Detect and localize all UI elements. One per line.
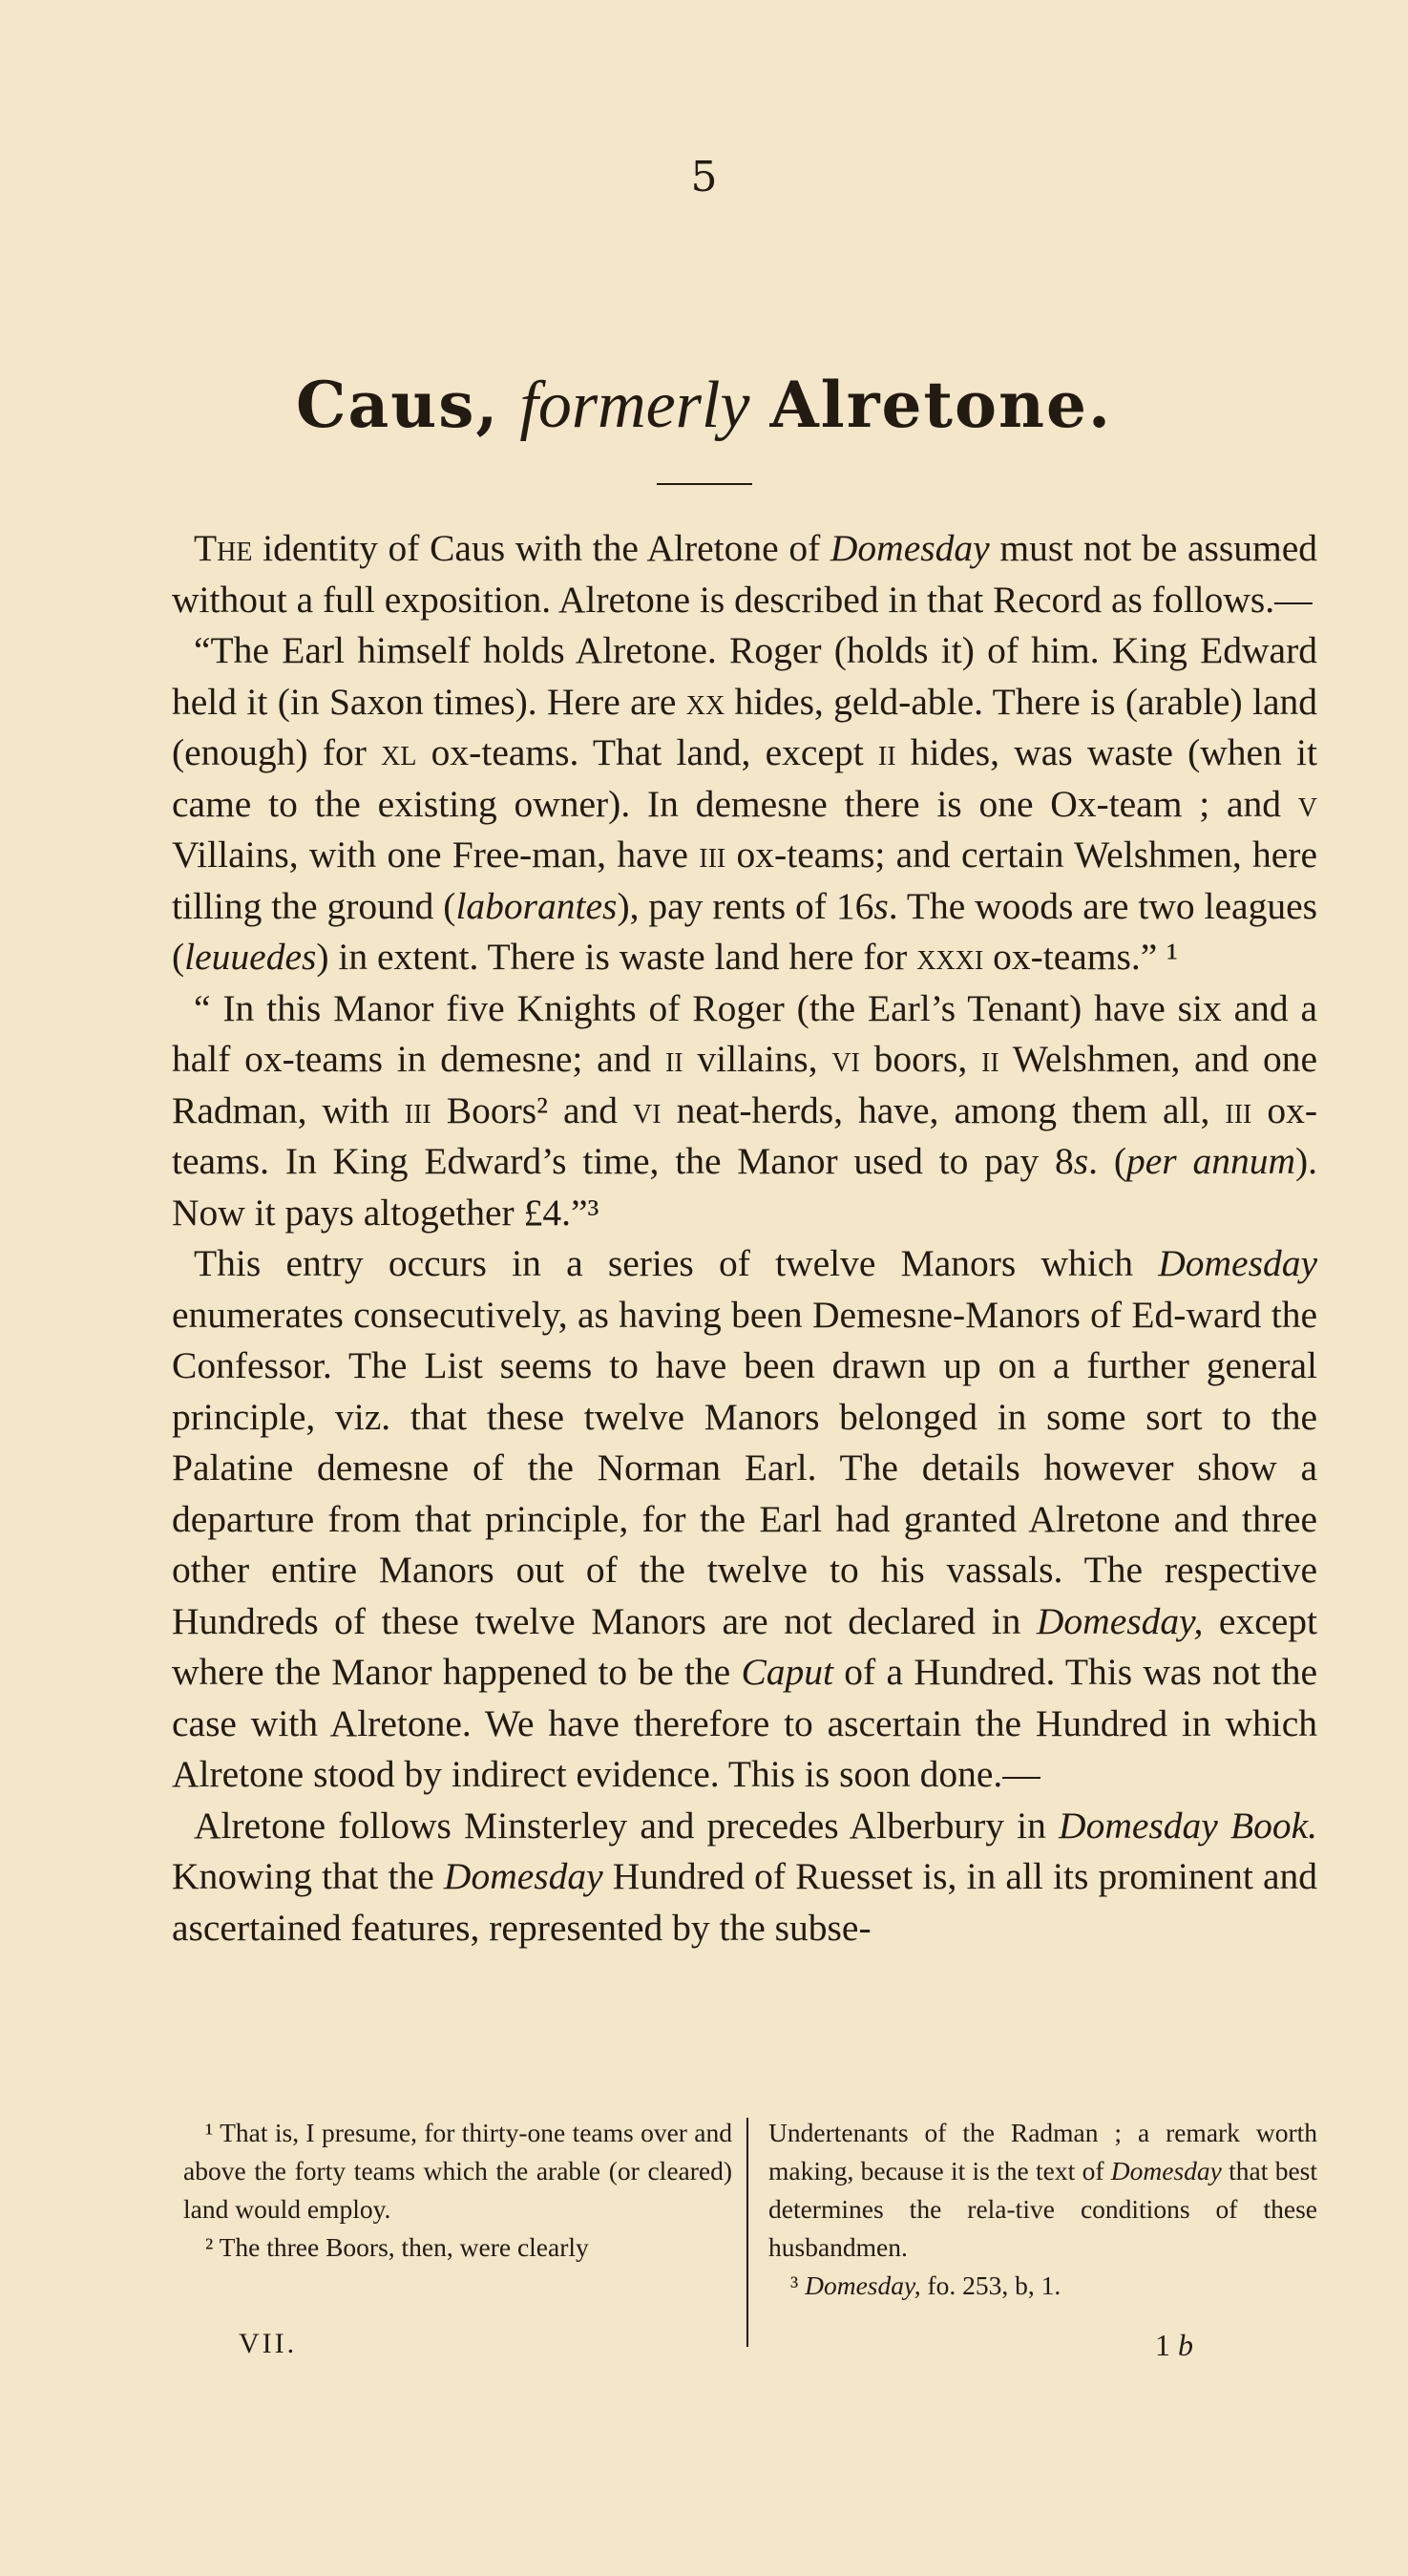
text-run: boors, [859,1038,982,1080]
footnotes-left-column [183,2114,732,2267]
body-paragraph [172,523,1317,625]
footnote-divider [746,2118,748,2347]
italic-text: Domesday [1158,1242,1317,1284]
text-run: ox-teams. In King Edward’s time, the Manor used to pay 8 [172,1088,1317,1182]
footnote-paragraph [768,2267,1317,2305]
text-run: that best determines the rela-tive conditions of these husbandmen. [768,2156,1317,2262]
small-caps-text: ii [664,1038,683,1080]
italic-text: Domesday [1110,2156,1222,2185]
small-caps-text: vi [831,1038,860,1080]
text-run: ). Now it pays altogether £4.”³ [172,1140,1318,1234]
body-paragraph [172,625,1317,983]
small-caps-text: ii [877,731,896,773]
italic-text: Domesday, [1036,1599,1204,1642]
text-run: Knowing that the [172,1855,444,1897]
signature-number [1155,2328,1193,2363]
italic-text: Domesday Book. [1059,1804,1317,1847]
text-run: ), pay rents of 16 [617,884,874,927]
text-run: of a Hundred. This was not the case with Alretone. We have therefore to ascertain the Hundred in which Alretone stood by indirect evidence. This is soon done.— [172,1651,1317,1795]
text-run: ³ [790,2270,806,2300]
italic-text: laborantes [455,884,618,927]
text-run: ) in extent. There is waste land here for [316,936,917,978]
text-run: ox-teams. That land, except [416,731,878,773]
text-run: Undertenants of the Radman ; a remark worth making, because it is the text of [768,2118,1317,2185]
page-number: 5 [690,153,718,201]
small-caps-text: v [1297,782,1317,825]
signature-mark: VII. [239,2328,298,2359]
small-caps-text: vi [633,1088,662,1131]
footnote-paragraph [183,2228,732,2267]
italic-text: s [873,884,889,927]
italic-text: Caput [741,1651,834,1693]
small-caps-text: iii [1225,1088,1252,1131]
italic-text: Domesday [830,527,990,569]
text-run: ¹ That is, I presume, for thirty-one teams over and above the forty teams which the arable (or cleared) land would employ. [183,2118,732,2224]
chapter-title [0,368,1408,444]
body-paragraph [172,983,1317,1239]
signature-number-digit: 1 [1155,2328,1170,2362]
text-run: ox-teams.” ¹ [983,936,1178,978]
text-run: This entry occurs in a series of twelve Manors which [194,1242,1159,1284]
italic-text: s [1073,1140,1089,1182]
text-run: villains, [683,1038,832,1080]
text-run: Alretone follows Minsterley and precedes Alberbury in [194,1804,1060,1847]
small-caps-text: xl [381,731,417,773]
text-run: . The woods are two leagues ( [172,884,1317,978]
text-run: . ( [1088,1140,1126,1182]
text-run: Welshmen, and one Radman, with [172,1038,1317,1131]
body-paragraph [172,1801,1317,1954]
title-alretone: Alretone. [769,368,1112,442]
italic-text: leuuedes [184,936,317,978]
footnote-paragraph [183,2114,732,2228]
text-run: must not be assumed without a full exposition. Alretone is described in that Record as follows.— [172,527,1317,621]
signature-number-letter: b [1178,2328,1193,2362]
body-text [172,523,1317,1953]
italic-text: Domesday, [805,2270,921,2300]
text-run: enumerates consecutively, as having been Demesne-Manors of Ed-ward the Confessor. The List seems to have been drawn up on a further general principle, viz. that these twelve Manors belonged in some sort to the Palatine demesne of the Norman Earl. The details however show a departure from that principle, for the Earl had granted Alretone and three other entire Manors out of the twelve to his vassals. The respective Hundreds of these twelve Manors are not declared in [172,1293,1317,1642]
title-rule [657,483,752,485]
footnote-paragraph [768,2114,1317,2267]
text-run: ox-teams; and certain Welshmen, here tilling the ground ( [172,834,1317,927]
text-run: hides, was waste (when it came to the existing owner). In demesne there is one Ox-team ; and [172,731,1317,825]
text-run: identity of Caus with the Alretone of [252,527,830,569]
body-paragraph [172,1238,1317,1801]
text-run: fo. 253, b, 1. [920,2270,1061,2300]
small-caps-text: iii [404,1088,431,1131]
small-caps-text: The [194,527,253,569]
italic-text: Domesday [443,1855,603,1897]
text-run: ² The three Boors, then, were clearly [205,2232,589,2262]
small-caps-text: iii [699,834,726,876]
text-run: Hundred of Ruesset is, in all its prominent and ascertained features, represented by the subse- [172,1855,1317,1949]
title-formerly: formerly [519,369,750,442]
text-run: except where the Manor happened to be the [172,1599,1317,1693]
title-caus: Caus, [296,368,500,442]
small-caps-text: xxxi [916,936,984,978]
text-run: “The Earl himself holds Alretone. Roger (holds it) of him. King Edward held it (in Saxon times). Here are [172,629,1317,723]
italic-text: per annum [1125,1140,1295,1182]
small-caps-text: ii [981,1038,999,1080]
text-run: “ In this Manor five Knights of Roger (the Earl’s Tenant) have six and a half ox-teams in demesne; and [172,986,1317,1080]
text-run: hides, geld-able. There is (arable) land (enough) for [172,680,1317,773]
text-run: Boors² and [431,1088,634,1131]
footnotes-right-column [768,2114,1317,2305]
text-run: Villains, with one Free-man, have [172,834,700,876]
small-caps-text: xx [685,680,725,723]
text-run: neat-herds, have, among them all, [661,1088,1226,1131]
